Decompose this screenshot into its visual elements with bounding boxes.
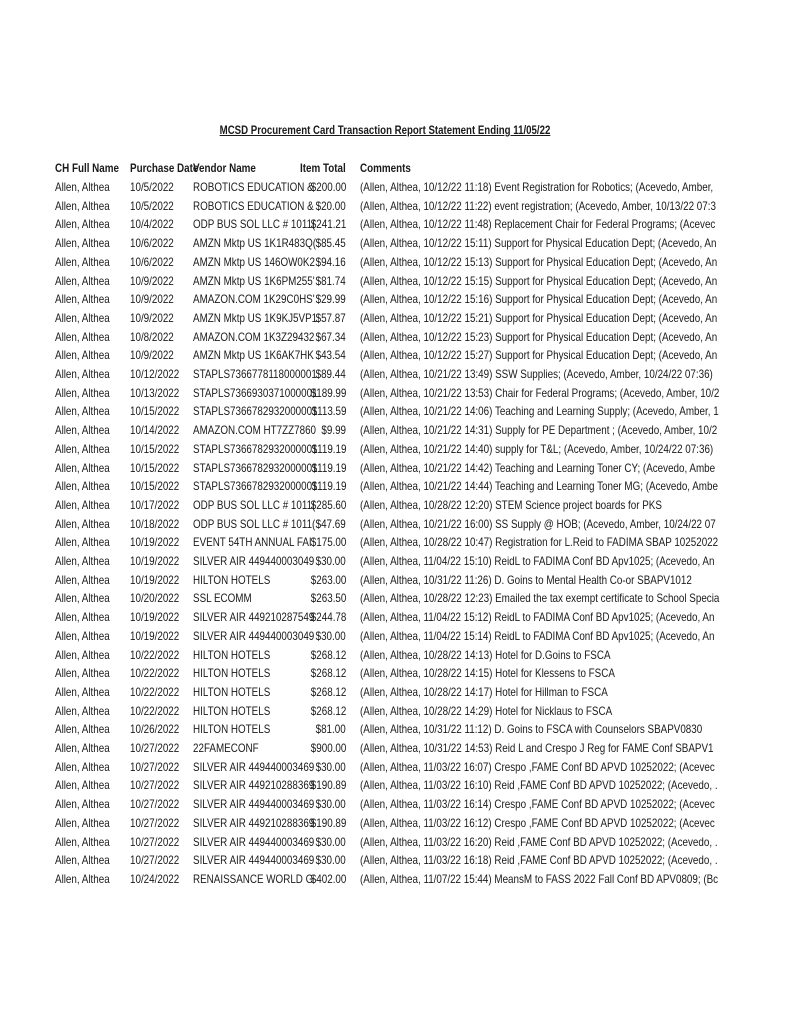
table-row [0, 459, 770, 478]
cell-item-total: $30.00 [315, 554, 346, 568]
cell-comments: (Allen, Althea, 10/28/22 14:17) Hotel for Hillman to FSCA [360, 684, 608, 699]
cell-purchase-date: 10/19/2022 [130, 628, 180, 643]
table-row [0, 683, 770, 702]
cell-ch-full-name: Allen, Althea [55, 554, 110, 568]
cell-ch-full-name: Allen, Althea [55, 778, 110, 793]
cell-vendor-name: SILVER AIR 449440003469 [193, 853, 315, 868]
table-row [0, 402, 770, 421]
cell-vendor-name: STAPLS7366782932000001 [193, 479, 318, 494]
cell-item-total: $244.78 [310, 610, 346, 625]
cell-ch-full-name: Allen, Althea [55, 591, 110, 606]
cell-purchase-date: 10/22/2022 [130, 647, 180, 662]
cell-item-total: $200.00 [310, 180, 346, 194]
table-row [0, 702, 770, 721]
cell-vendor-name: HILTON HOTELS [193, 722, 271, 737]
table-row [0, 421, 770, 440]
cell-ch-full-name: Allen, Althea [55, 441, 110, 456]
cell-comments: (Allen, Althea, 10/28/22 14:13) Hotel for D.Goins to FSCA [360, 647, 611, 662]
cell-ch-full-name: Allen, Althea [55, 348, 110, 363]
table-row [0, 346, 770, 365]
cell-comments: (Allen, Althea, 10/28/22 10:47) Registration for L.Reid to FADIMA SBAP 10252022 [360, 535, 719, 550]
table-row [0, 253, 770, 272]
table-row [0, 795, 770, 814]
table-row [0, 589, 770, 608]
header-comments: Comments [360, 161, 411, 175]
cell-purchase-date: 10/27/2022 [130, 853, 180, 868]
cell-item-total: $30.00 [315, 834, 346, 849]
cell-comments: (Allen, Althea, 10/28/22 14:15) Hotel for Klessens to FSCA [360, 666, 615, 681]
cell-ch-full-name: Allen, Althea [55, 460, 110, 475]
cell-purchase-date: 10/4/2022 [130, 217, 174, 232]
cell-comments: (Allen, Althea, 10/12/22 15:13) Support for Physical Education Dept; (Acevedo, An [360, 254, 718, 269]
cell-comments: (Allen, Althea, 10/28/22 12:20) STEM Science project boards for PKS [360, 497, 662, 512]
cell-comments: (Allen, Althea, 10/12/22 15:23) Support for Physical Education Dept; (Acevedo, An [360, 329, 718, 344]
cell-item-total: $241.21 [310, 217, 346, 232]
cell-item-total: $29.99 [315, 292, 346, 307]
cell-comments: (Allen, Althea, 10/12/22 15:15) Support for Physical Education Dept; (Acevedo, An [360, 273, 718, 288]
cell-item-total: $43.54 [315, 348, 346, 363]
cell-purchase-date: 10/18/2022 [130, 516, 180, 531]
cell-ch-full-name: Allen, Althea [55, 479, 110, 494]
table-row [0, 664, 770, 683]
table-row [0, 272, 770, 291]
cell-purchase-date: 10/22/2022 [130, 684, 180, 699]
table-row [0, 571, 770, 590]
cell-item-total: $57.87 [315, 310, 346, 325]
cell-item-total: $9.99 [321, 423, 346, 438]
table-row [0, 608, 770, 627]
cell-ch-full-name: Allen, Althea [55, 666, 110, 681]
cell-ch-full-name: Allen, Althea [55, 572, 110, 587]
table-row [0, 833, 770, 852]
report-title: MCSD Procurement Card Transaction Report Statement Ending 11/05/22 [219, 125, 551, 137]
cell-ch-full-name: Allen, Althea [55, 628, 110, 643]
cell-item-total: $30.00 [315, 797, 346, 812]
cell-ch-full-name: Allen, Althea [55, 310, 110, 325]
cell-item-total: $85.45 [315, 236, 346, 251]
table-row [0, 309, 770, 328]
cell-purchase-date: 10/27/2022 [130, 815, 180, 830]
cell-ch-full-name: Allen, Althea [55, 198, 110, 213]
cell-purchase-date: 10/19/2022 [130, 554, 180, 568]
cell-item-total: $119.19 [311, 479, 346, 494]
cell-item-total: $94.16 [315, 254, 346, 269]
cell-item-total: $189.99 [310, 385, 346, 400]
cell-vendor-name: SILVER AIR 449210288369 [193, 778, 315, 793]
cell-purchase-date: 10/8/2022 [130, 329, 174, 344]
cell-ch-full-name: Allen, Althea [55, 815, 110, 830]
cell-purchase-date: 10/27/2022 [130, 778, 180, 793]
cell-purchase-date: 10/14/2022 [130, 423, 180, 438]
cell-comments: (Allen, Althea, 11/04/22 15:10) ReidL to FADIMA Conf BD Apv1025; (Acevedo, An [360, 554, 715, 568]
cell-item-total: $113.59 [311, 404, 346, 419]
cell-vendor-name: STAPLS7366782932000001 [193, 441, 318, 456]
cell-comments: (Allen, Althea, 10/21/22 14:31) Supply for PE Department ; (Acevedo, Amber, 10/2 [360, 423, 718, 438]
table-row [0, 515, 770, 534]
cell-purchase-date: 10/20/2022 [130, 591, 180, 606]
cell-vendor-name: HILTON HOTELS [193, 647, 271, 662]
cell-vendor-name: SSL ECOMM [193, 591, 252, 606]
cell-comments: (Allen, Althea, 11/04/22 15:14) ReidL to FADIMA Conf BD Apv1025; (Acevedo, An [360, 628, 715, 643]
table-row [0, 533, 770, 552]
cell-vendor-name: 22FAMECONF [193, 741, 259, 755]
cell-ch-full-name: Allen, Althea [55, 722, 110, 737]
cell-purchase-date: 10/12/2022 [130, 367, 180, 381]
cell-ch-full-name: Allen, Althea [55, 217, 110, 232]
cell-ch-full-name: Allen, Althea [55, 647, 110, 662]
table-row [0, 496, 770, 515]
cell-vendor-name: ROBOTICS EDUCATION & [193, 198, 314, 213]
cell-purchase-date: 10/15/2022 [130, 441, 180, 456]
cell-ch-full-name: Allen, Althea [55, 236, 110, 251]
table-row [0, 552, 770, 571]
table-row [0, 440, 770, 459]
cell-vendor-name: AMZN Mktp US 1K1R483Q( [193, 236, 317, 251]
cell-ch-full-name: Allen, Althea [55, 759, 110, 774]
cell-item-total: $175.00 [310, 535, 346, 550]
cell-comments: (Allen, Althea, 11/03/22 16:18) Reid ,FAME Conf BD APVD 10252022; (Acevedo, . [360, 853, 718, 868]
cell-purchase-date: 10/5/2022 [130, 198, 174, 213]
cell-ch-full-name: Allen, Althea [55, 516, 110, 531]
cell-item-total: $20.00 [315, 198, 346, 213]
cell-vendor-name: AMZN Mktp US 1K6AK7HK [193, 348, 314, 363]
cell-comments: (Allen, Althea, 10/21/22 13:53) Chair for Federal Programs; (Acevedo, Amber, 10/2 [360, 385, 720, 400]
cell-item-total: $89.44 [315, 367, 346, 381]
cell-vendor-name: AMAZON.COM 1K3Z29432 [193, 329, 315, 344]
cell-item-total: $30.00 [315, 628, 346, 643]
cell-item-total: $30.00 [315, 853, 346, 868]
cell-item-total: $30.00 [315, 759, 346, 774]
table-row [0, 215, 770, 234]
table-row [0, 365, 770, 384]
cell-comments: (Allen, Althea, 11/03/22 16:14) Crespo ,FAME Conf BD APVD 10252022; (Acevec [360, 797, 715, 812]
cell-comments: (Allen, Althea, 10/12/22 15:21) Support for Physical Education Dept; (Acevedo, An [360, 310, 718, 325]
cell-vendor-name: EVENT 54TH ANNUAL FAI [193, 535, 312, 550]
cell-vendor-name: AMAZON.COM 1K29C0HS' [193, 292, 315, 307]
cell-vendor-name: AMZN Mktp US 1K9KJ5VP1 [193, 310, 318, 325]
header-ch-full-name: CH Full Name [55, 161, 119, 175]
cell-item-total: $47.69 [315, 516, 346, 531]
cell-ch-full-name: Allen, Althea [55, 834, 110, 849]
table-row [0, 178, 770, 197]
table-row [0, 776, 770, 795]
table-row [0, 234, 770, 253]
cell-vendor-name: SILVER AIR 449440003469 [193, 834, 315, 849]
cell-comments: (Allen, Althea, 10/21/22 16:00) SS Supply @ HOB; (Acevedo, Amber, 10/24/22 07 [360, 516, 716, 531]
table-row [0, 646, 770, 665]
cell-item-total: $81.74 [315, 273, 346, 288]
cell-item-total: $190.89 [310, 815, 346, 830]
cell-purchase-date: 10/6/2022 [130, 254, 174, 269]
cell-comments: (Allen, Althea, 10/12/22 15:16) Support for Physical Education Dept; (Acevedo, An [360, 292, 718, 307]
cell-item-total: $119.19 [311, 441, 346, 456]
cell-vendor-name: ODP BUS SOL LLC # 1011( [193, 497, 316, 512]
cell-ch-full-name: Allen, Althea [55, 404, 110, 419]
cell-item-total: $268.12 [310, 703, 346, 718]
cell-purchase-date: 10/15/2022 [130, 404, 180, 419]
cell-purchase-date: 10/27/2022 [130, 834, 180, 849]
table-row [0, 739, 770, 758]
cell-vendor-name: SILVER AIR 449440003049 [193, 554, 315, 568]
cell-purchase-date: 10/22/2022 [130, 703, 180, 718]
cell-vendor-name: RENAISSANCE WORLD G [193, 871, 314, 886]
cell-vendor-name: SILVER AIR 449440003469 [193, 759, 315, 774]
table-row [0, 851, 770, 870]
cell-ch-full-name: Allen, Althea [55, 292, 110, 307]
cell-comments: (Allen, Althea, 10/31/22 11:12) D. Goins to FSCA with Counselors SBAPV0830 [360, 722, 703, 737]
cell-item-total: $268.12 [310, 684, 346, 699]
cell-purchase-date: 10/19/2022 [130, 610, 180, 625]
cell-item-total: $67.34 [315, 329, 346, 344]
cell-ch-full-name: Allen, Althea [55, 853, 110, 868]
header-purchase-date: Purchase Date [130, 161, 199, 175]
cell-item-total: $268.12 [310, 647, 346, 662]
cell-comments: (Allen, Althea, 11/03/22 16:12) Crespo ,FAME Conf BD APVD 10252022; (Acevec [360, 815, 715, 830]
cell-purchase-date: 10/9/2022 [130, 348, 174, 363]
cell-purchase-date: 10/6/2022 [130, 236, 174, 251]
table-row [0, 197, 770, 216]
cell-item-total: $268.12 [310, 666, 346, 681]
cell-ch-full-name: Allen, Althea [55, 703, 110, 718]
cell-purchase-date: 10/15/2022 [130, 460, 180, 475]
cell-ch-full-name: Allen, Althea [55, 254, 110, 269]
cell-purchase-date: 10/9/2022 [130, 310, 174, 325]
header-item-total: Item Total [300, 161, 346, 175]
cell-vendor-name: HILTON HOTELS [193, 703, 271, 718]
cell-comments: (Allen, Althea, 10/21/22 13:49) SSW Supplies; (Acevedo, Amber, 10/24/22 07:36) [360, 367, 713, 381]
cell-item-total: $900.00 [310, 741, 346, 755]
cell-vendor-name: STAPLS7366930371000001 [193, 385, 318, 400]
cell-comments: (Allen, Althea, 10/28/22 12:23) Emailed the tax exempt certificate to School Specia [360, 591, 720, 606]
cell-comments: (Allen, Althea, 11/03/22 16:07) Crespo ,FAME Conf BD APVD 10252022; (Acevec [360, 759, 715, 774]
cell-vendor-name: STAPLS7366782932000001 [193, 404, 318, 419]
cell-item-total: $190.89 [310, 778, 346, 793]
cell-comments: (Allen, Althea, 10/31/22 14:53) Reid L and Crespo J Reg for FAME Conf SBAPV1 [360, 741, 714, 755]
cell-item-total: $263.50 [310, 591, 346, 606]
cell-vendor-name: HILTON HOTELS [193, 684, 271, 699]
cell-vendor-name: HILTON HOTELS [193, 572, 271, 587]
cell-purchase-date: 10/27/2022 [130, 741, 180, 755]
cell-comments: (Allen, Althea, 10/12/22 15:27) Support for Physical Education Dept; (Acevedo, An [360, 348, 718, 363]
cell-purchase-date: 10/27/2022 [130, 797, 180, 812]
cell-ch-full-name: Allen, Althea [55, 329, 110, 344]
cell-vendor-name: SILVER AIR 449440003469 [193, 797, 315, 812]
cell-comments: (Allen, Althea, 10/12/22 11:18) Event Registration for Robotics; (Acevedo, Amber, [360, 180, 714, 194]
table-row [0, 477, 770, 496]
cell-vendor-name: ODP BUS SOL LLC # 1011( [193, 516, 316, 531]
cell-comments: (Allen, Althea, 10/31/22 11:26) D. Goins to Mental Health Co-or SBAPV1012 [360, 572, 692, 587]
cell-ch-full-name: Allen, Althea [55, 535, 110, 550]
cell-comments: (Allen, Althea, 11/03/22 16:20) Reid ,FAME Conf BD APVD 10252022; (Acevedo, . [360, 834, 718, 849]
cell-comments: (Allen, Althea, 10/12/22 11:48) Replacement Chair for Federal Programs; (Acevec [360, 217, 716, 232]
cell-purchase-date: 10/22/2022 [130, 666, 180, 681]
table-row [0, 720, 770, 739]
cell-vendor-name: SILVER AIR 449210287549 [193, 610, 315, 625]
cell-ch-full-name: Allen, Althea [55, 741, 110, 755]
cell-ch-full-name: Allen, Althea [55, 497, 110, 512]
cell-comments: (Allen, Althea, 10/21/22 14:42) Teaching and Learning Toner CY; (Acevedo, Ambe [360, 460, 716, 475]
cell-ch-full-name: Allen, Althea [55, 797, 110, 812]
cell-purchase-date: 10/24/2022 [130, 871, 180, 886]
cell-item-total: $263.00 [310, 572, 346, 587]
cell-ch-full-name: Allen, Althea [55, 871, 110, 886]
table-row [0, 758, 770, 777]
cell-purchase-date: 10/26/2022 [130, 722, 180, 737]
cell-comments: (Allen, Althea, 10/28/22 14:29) Hotel for Nicklaus to FSCA [360, 703, 613, 718]
cell-purchase-date: 10/5/2022 [130, 180, 174, 194]
cell-vendor-name: AMZN Mktp US 1K6PM255' [193, 273, 315, 288]
table-row [0, 328, 770, 347]
table-row [0, 627, 770, 646]
table-row [0, 290, 770, 309]
cell-purchase-date: 10/19/2022 [130, 572, 180, 587]
cell-purchase-date: 10/15/2022 [130, 479, 180, 494]
cell-comments: (Allen, Althea, 11/07/22 15:44) MeansM to FASS 2022 Fall Conf BD APV0809; (Bc [360, 871, 719, 886]
cell-ch-full-name: Allen, Althea [55, 367, 110, 381]
cell-ch-full-name: Allen, Althea [55, 273, 110, 288]
cell-vendor-name: SILVER AIR 449440003049 [193, 628, 315, 643]
cell-ch-full-name: Allen, Althea [55, 180, 110, 194]
table-row [0, 384, 770, 403]
header-vendor-name: Vendor Name [193, 161, 256, 175]
cell-vendor-name: ODP BUS SOL LLC # 1011( [193, 217, 316, 232]
cell-item-total: $285.60 [310, 497, 346, 512]
cell-comments: (Allen, Althea, 10/21/22 14:40) supply for T&L; (Acevedo, Amber, 10/24/22 07:36) [360, 441, 714, 456]
cell-comments: (Allen, Althea, 10/21/22 14:06) Teaching and Learning Supply; (Acevedo, Amber, 1 [360, 404, 719, 419]
cell-purchase-date: 10/13/2022 [130, 385, 180, 400]
cell-ch-full-name: Allen, Althea [55, 385, 110, 400]
cell-comments: (Allen, Althea, 10/12/22 11:22) event registration; (Acevedo, Amber, 10/13/22 07:3 [360, 198, 716, 213]
cell-purchase-date: 10/17/2022 [130, 497, 180, 512]
cell-comments: (Allen, Althea, 10/21/22 14:44) Teaching and Learning Toner MG; (Acevedo, Ambe [360, 479, 718, 494]
cell-comments: (Allen, Althea, 11/03/22 16:10) Reid ,FAME Conf BD APVD 10252022; (Acevedo, . [360, 778, 718, 793]
cell-purchase-date: 10/19/2022 [130, 535, 180, 550]
cell-vendor-name: AMAZON.COM HT7ZZ7860 [193, 423, 317, 438]
cell-purchase-date: 10/9/2022 [130, 292, 174, 307]
cell-item-total: $402.00 [310, 871, 346, 886]
cell-item-total: $119.19 [311, 460, 346, 475]
cell-vendor-name: STAPLS7366778118000001 [193, 367, 317, 381]
table-row [0, 870, 770, 889]
cell-item-total: $81.00 [315, 722, 346, 737]
cell-comments: (Allen, Althea, 10/12/22 15:11) Support for Physical Education Dept; (Acevedo, An [360, 236, 717, 251]
table-header [0, 159, 770, 178]
cell-vendor-name: STAPLS7366782932000001 [193, 460, 318, 475]
cell-ch-full-name: Allen, Althea [55, 423, 110, 438]
cell-purchase-date: 10/9/2022 [130, 273, 174, 288]
cell-vendor-name: AMZN Mktp US 146OW0K2 [193, 254, 315, 269]
cell-vendor-name: ROBOTICS EDUCATION & [193, 180, 314, 194]
cell-ch-full-name: Allen, Althea [55, 684, 110, 699]
cell-vendor-name: HILTON HOTELS [193, 666, 271, 681]
cell-comments: (Allen, Althea, 11/04/22 15:12) ReidL to FADIMA Conf BD Apv1025; (Acevedo, An [360, 610, 715, 625]
table-row [0, 814, 770, 833]
cell-purchase-date: 10/27/2022 [130, 759, 180, 774]
cell-vendor-name: SILVER AIR 449210288369 [193, 815, 315, 830]
cell-ch-full-name: Allen, Althea [55, 610, 110, 625]
